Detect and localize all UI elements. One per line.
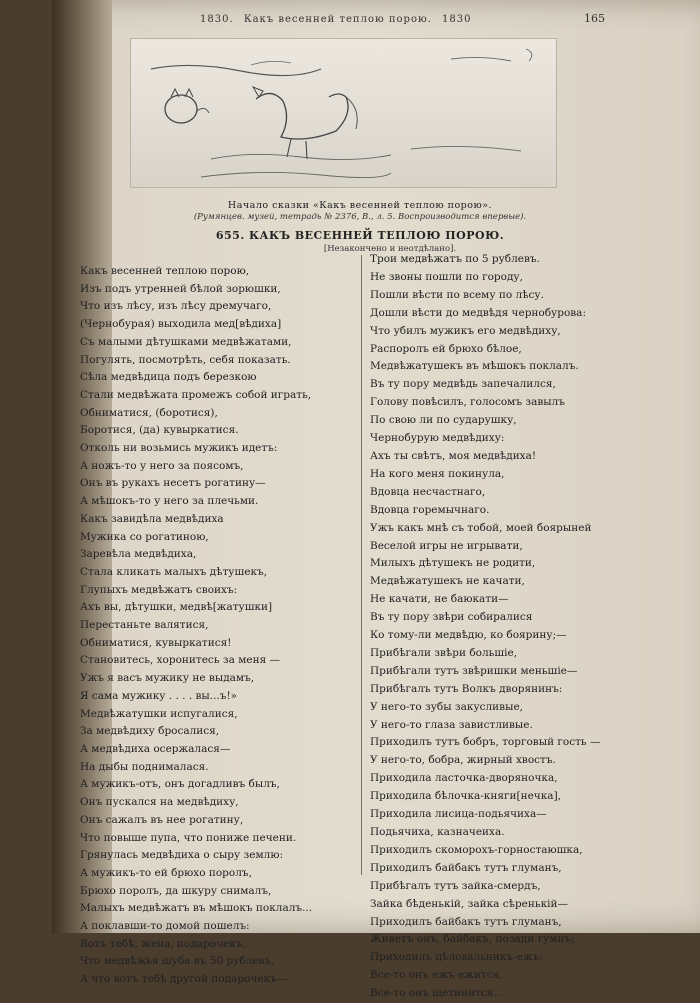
poem-line: Малыхъ медвѣжатъ въ мѣшокъ поклалъ... — [80, 902, 313, 915]
poem-line: (Чернобурая) выходила мед[вѣдиха] — [80, 318, 282, 331]
poem-line: Не качати, не баюкати— — [370, 593, 509, 606]
poem-line: У него-то, бобра, жирный хвостъ. — [370, 754, 556, 767]
poem-line: Медвѣжатушекъ въ мѣшокъ поклалъ. — [370, 360, 579, 373]
poem-line: Отколь ни возьмись мужикъ идетъ: — [80, 442, 278, 455]
poem-line: Что повыше пупа, что пониже печени. — [80, 831, 297, 844]
poem-line: Въ ту пору звѣри собиралися — [370, 611, 533, 624]
poem-line: Изъ подъ утренней бѣлой зорюшки, — [80, 282, 281, 295]
header-year-left: 1830. — [200, 14, 234, 25]
poem-line: По свою ли по сударушку, — [370, 414, 517, 427]
poem-note: [Незакончено и неотдѣлано]. — [323, 244, 457, 254]
poem-line: Сѣла медвѣдица подъ березкою — [80, 371, 257, 384]
poem-line: Приходила бѣлочка-княги[нечка], — [370, 790, 561, 803]
poem-line: Вдовца несчастнаго, — [370, 485, 486, 498]
poem-line: А мужикъ-то ей брюхо поролъ, — [80, 866, 252, 879]
running-header — [200, 14, 500, 25]
poem-line: А что вотъ тебѣ другой подарочекъ— — [80, 973, 288, 986]
poem-line: Стала кликать малыхъ дѣтушекъ, — [80, 565, 268, 578]
poem-line: Приходилъ тутъ бобръ, торговый гость — — [370, 736, 601, 749]
manuscript-sketch-image — [130, 38, 557, 188]
figure-caption: Начало сказки «Какъ весенней теплою порою». — [227, 200, 493, 211]
poem-line: У него-то зубы закусливые, — [370, 700, 523, 713]
poem-line: Какъ завидѣла медвѣдиха — [80, 512, 224, 525]
poem-line: Брюхо поролъ, да шкуру снималъ, — [80, 884, 272, 897]
poem-line: Ахъ ты свѣтъ, моя медвѣдиха! — [370, 449, 537, 462]
poem-line: Становитесь, хоронитесь за меня — — [80, 654, 281, 667]
poem-line: Приходилъ цѣловальникъ-ежъ: — [370, 951, 543, 964]
poem-line: Обниматися, кувыркатися! — [80, 636, 232, 649]
poem-line: Медвѣжатушки испугалися, — [80, 707, 238, 720]
poem-line: На дыбы поднималася. — [80, 760, 209, 773]
poem-line: Онъ пускался на медвѣдиху, — [80, 796, 239, 809]
poem-line: Стали медвѣжата промежъ собой играть, — [80, 388, 312, 401]
poem-line: Съ малыми дѣтушками медвѣжатами, — [80, 335, 292, 348]
poem-line: Что медвѣжья шуба въ 50 рублевъ, — [80, 955, 275, 968]
poem-line: Заревѣла медвѣдиха, — [80, 548, 197, 561]
poem-line: Онъ сажалъ въ нее рогатину, — [80, 813, 244, 826]
column-divider — [361, 255, 362, 875]
poem-line: Подьячиха, казначеиха. — [370, 826, 505, 838]
poem-line: Прибѣгалъ тутъ зайка-смердъ, — [370, 879, 541, 892]
poem-line: Чернобурую медвѣдиху: — [370, 432, 505, 445]
poem-line: Приходилъ байбакъ тутъ глуманъ, — [370, 915, 562, 928]
poem-line: А ножъ-то у него за поясомъ, — [80, 459, 244, 472]
poem-line: Онъ въ рукахъ несетъ рогатину— — [80, 477, 266, 490]
poem-line: Голову повѣсилъ, голосомъ завылъ — [370, 396, 565, 409]
poem-line: Глупыхъ медвѣжатъ своихъ: — [80, 583, 238, 596]
poem-line: Прибѣгали тутъ звѣришки меньшіе— — [370, 664, 578, 677]
poem-line: Въ ту пору медвѣдь запечалился, — [370, 378, 556, 391]
poem-line: Милыхъ дѣтушекъ не родити, — [370, 557, 536, 570]
poem-left-column — [80, 263, 312, 989]
poem-line: Погулять, посмотрѣть, себя показать. — [80, 353, 291, 366]
poem-line: Прибѣгали звѣри большіе, — [370, 646, 518, 659]
poem-line: Ко тому-ли медвѣдю, ко боярину;— — [370, 629, 567, 642]
poem-line: Мужика со рогатиною, — [80, 530, 209, 543]
poem-line: Ахъ вы, дѣтушки, медвѣ[жатушки] — [80, 601, 273, 614]
poem-line: Распоролъ ей брюхо бѣлое, — [370, 342, 522, 355]
poem-line: Перестаньте валятися, — [80, 619, 209, 632]
poem-line: Все-то онъ ежъ ежится, — [370, 969, 503, 982]
page-number: 165 — [584, 12, 605, 25]
poem-line: Боротися, (да) кувыркатися. — [80, 424, 239, 437]
poem-line: Вдовца горемычнаго. — [370, 503, 490, 516]
poem-line: Приходила ласточка-дворяночка, — [370, 772, 558, 785]
poem-line: А мужикъ-отъ, онъ догадливъ былъ, — [80, 778, 280, 791]
poem-line: Вотъ тебѣ, жена, подарочекъ, — [80, 937, 246, 950]
poem-line: Не звоны пошли по городу, — [370, 270, 523, 283]
poem-line: Приходила лисица-подьячиха— — [370, 808, 547, 821]
poem-right-column — [370, 251, 600, 1003]
poem-line: Живетъ онъ, байбакъ, позади гумнъ; — [370, 933, 575, 946]
poem-line: Что изъ лѣсу, изъ лѣсу дремучаго, — [80, 300, 272, 313]
poem-line: Ужъ какъ мнѣ съ тобой, моей боярыней — [370, 521, 592, 534]
poem-line: Все-то онъ щетинится... — [370, 987, 504, 1000]
poem-line: А медвѣдиха осержалася— — [80, 742, 231, 755]
header-year-right: 1830 — [442, 14, 472, 25]
poem-line: Веселой игры не игрывати, — [370, 539, 523, 552]
poem-line: На кого меня покинула, — [370, 467, 505, 480]
poem-title: 655. КАКЪ ВЕСЕННЕЙ ТЕПЛОЮ ПОРОЮ. — [215, 229, 505, 242]
poem-line: Медвѣжатушекъ не качати, — [370, 575, 525, 588]
poem-line: За медвѣдиху бросалися, — [80, 725, 220, 738]
poem-line: Пошли вѣсти по всему по лѣсу. — [370, 288, 544, 301]
poem-line: Что убилъ мужикъ его медвѣдиху, — [370, 324, 561, 337]
poem-line: А поклавши-то домой пошелъ: — [80, 920, 250, 933]
poem-line: Прибѣгалъ тутъ Волкъ дворянинъ: — [370, 682, 563, 695]
figure-source: (Румянцев. музей, тетрадь № 2376, В., л. 5. Воспроизводится впервые). — [193, 212, 527, 222]
poem-line: Дошли вѣсти до медвѣдя чернобурова: — [370, 306, 586, 319]
poem-line: Приходилъ скоморохъ-горностаюшка, — [370, 843, 583, 856]
poem-line: Грянулась медвѣдиха о сыру землю: — [80, 849, 284, 862]
poem-line: Обниматися, (боротися), — [80, 406, 218, 419]
poem-line: Какъ весенней теплою порою, — [80, 265, 250, 277]
poem-line: Приходилъ байбакъ тутъ глуманъ, — [370, 861, 562, 874]
sketch-drawing — [131, 39, 556, 187]
poem-line: Ужъ я васъ мужику не выдамъ, — [80, 672, 255, 685]
poem-line: У него-то глаза завистливые. — [370, 718, 533, 731]
poem-line: Зайка бѣденькій, зайка сѣренькій— — [370, 897, 569, 910]
poem-line: А мѣшокъ-то у него за плечьми. — [80, 495, 259, 508]
poem-line: Трои медвѣжатъ по 5 рублевъ. — [370, 253, 540, 265]
header-title: Какъ весенней теплою порою. — [243, 14, 432, 25]
poem-line: Я сама мужику . . . . вы...ъ!» — [80, 689, 238, 702]
